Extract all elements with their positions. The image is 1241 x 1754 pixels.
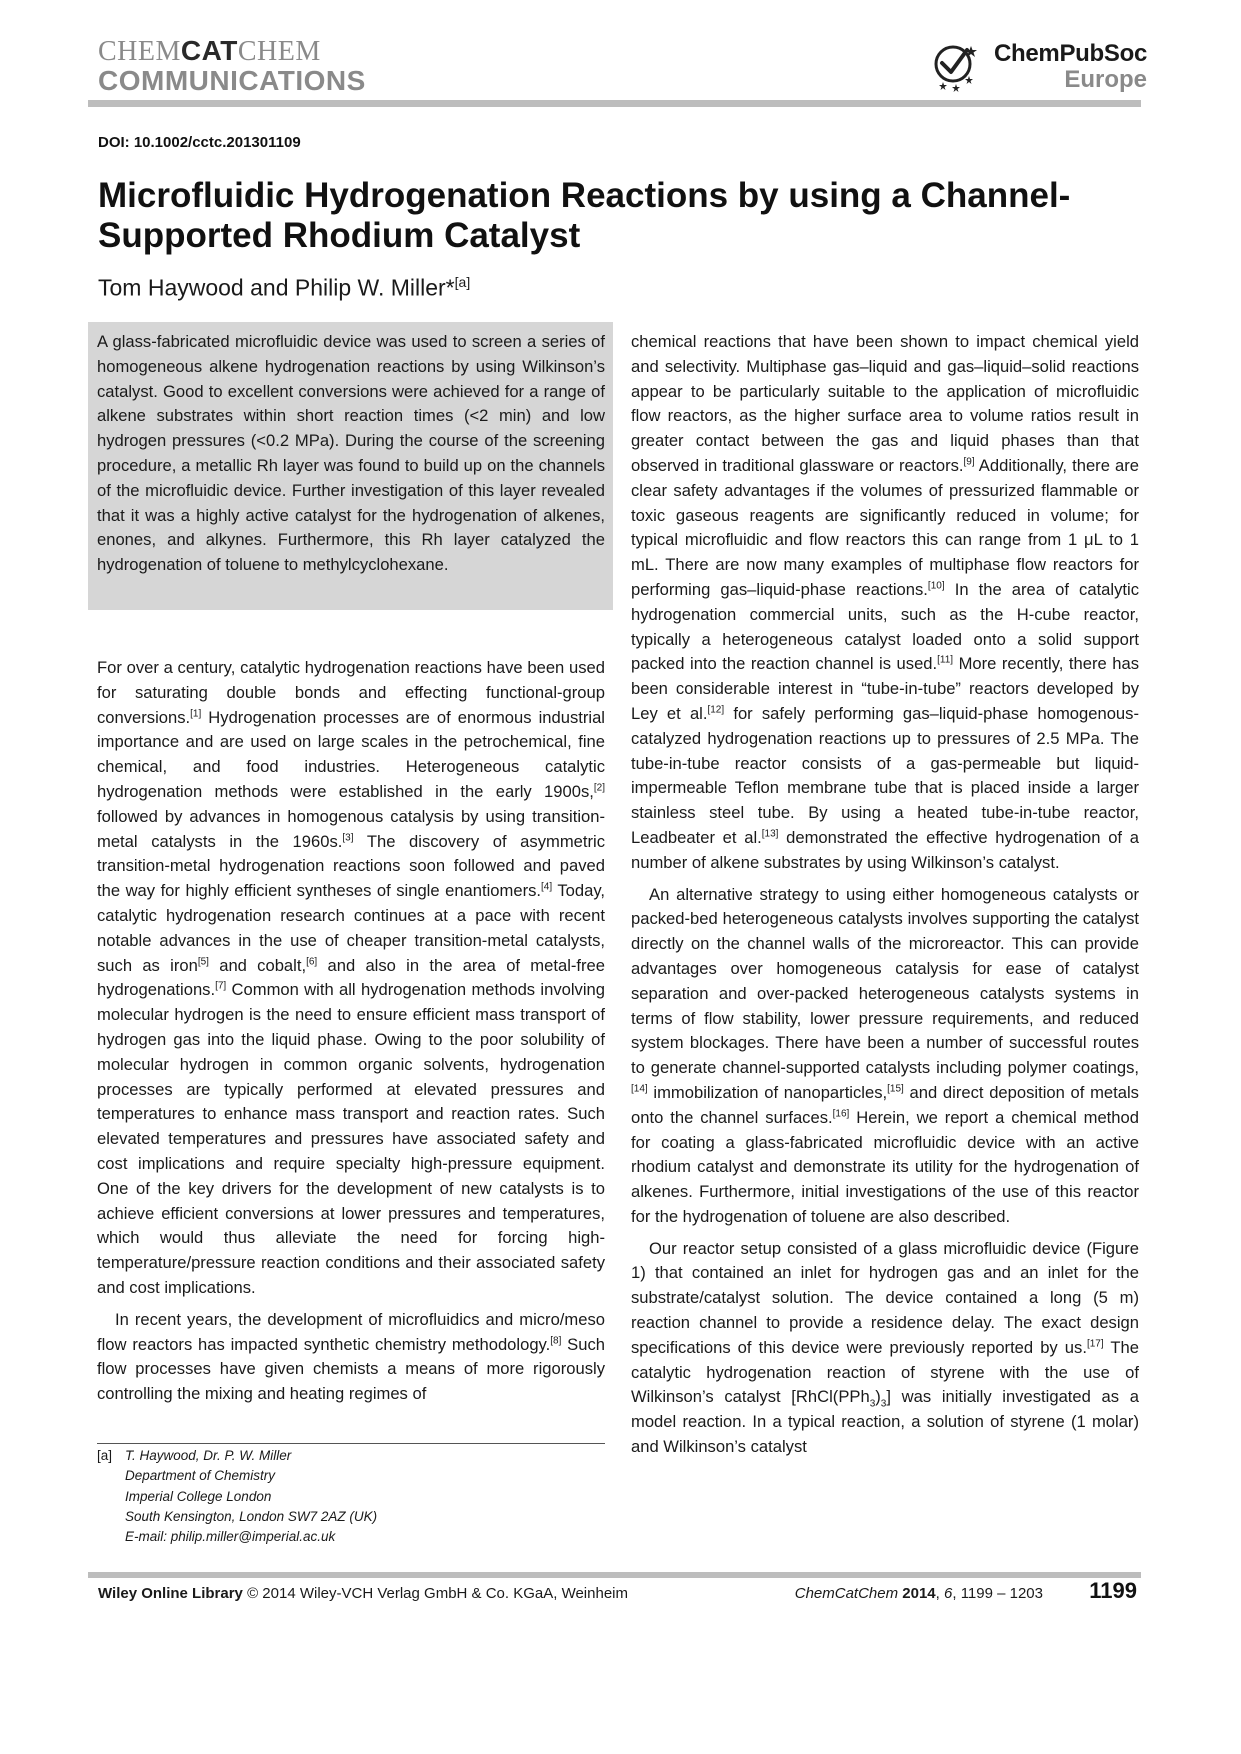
body-left-column bbox=[97, 656, 605, 1407]
reference-9[interactable]: [9] bbox=[963, 456, 975, 468]
reference-10[interactable]: [10] bbox=[927, 580, 945, 592]
wiley-online-library-link[interactable]: Wiley Online Library bbox=[98, 1585, 243, 1602]
article-title: Microfluidic Hydrogenation Reactions by using a Channel-Supported Rhodium Catalyst bbox=[98, 176, 1071, 255]
publisher-logo bbox=[927, 36, 1147, 98]
reference-13[interactable]: [13] bbox=[761, 828, 779, 840]
reference-14[interactable]: [14] bbox=[631, 1083, 648, 1095]
journal-name: CHEMCATCHEM bbox=[98, 35, 321, 67]
paragraph: In recent years, the development of microfluidics and micro/meso flow reactors has impacted synthetic chemistry methodology.[8] Such flow processes have given chemists a means of more rigorously controlling the mixing and heating regimes of bbox=[97, 1309, 606, 1404]
reference-7[interactable]: [7] bbox=[215, 980, 227, 992]
footer-divider bbox=[88, 1572, 1141, 1578]
reference-16[interactable]: [16] bbox=[832, 1108, 850, 1120]
footnote-line: South Kensington, London SW7 2AZ (UK) bbox=[125, 1508, 378, 1524]
reference-15[interactable]: [15] bbox=[887, 1083, 904, 1095]
reference-4[interactable]: [4] bbox=[541, 881, 553, 893]
reference-11[interactable]: [11] bbox=[937, 654, 954, 666]
footnote-line: Imperial College London bbox=[125, 1488, 272, 1504]
paragraph: Our reactor setup consisted of a glass microfluidic device (Figure 1) that contained an inlet for hydrogen gas and an inlet for the substrate/catalyst solution. The device contained a long (5 m) reaction channel to provide a residence delay. The exact design specifications of this device were previously reported by us.[17] The catalytic hydrogenation reaction of styrene with the use of Wilkinson’s catalyst $[RhCl(PPh_3)_3]$ was initially investigated as a model reaction. In a typical reaction, a solution of styrene (1 molar) and Wilkinson’s catalyst bbox=[631, 1238, 1140, 1457]
reference-6[interactable]: [6] bbox=[306, 956, 318, 968]
footer-citation: ChemCatChem 2014, 6, 1199 – 1203 bbox=[794, 1585, 1043, 1602]
journal-section: COMMUNICATIONS bbox=[98, 65, 366, 96]
publisher-emblem-icon bbox=[927, 36, 987, 98]
reference-2[interactable]: [2] bbox=[593, 782, 605, 794]
abstract: A glass-fabricated microfluidic device was used to screen a series of homogeneous alkene hydrogenation reactions by using Wilkinson’s catalyst. Good to excellent conversions were achieved for a range of alkene substrates within short reaction times (<2 min) and low hydrogen pressures (<0.2 MPa). During the course of the screening procedure, a metallic Rh layer was found to build up on the channels of the microfluidic device. Further investigation of this layer revealed that it was a highly active catalyst for the hydrogenation of alkenes, enones, and alkynes. Furthermore, this Rh layer catalyzed the hydrogenation of toluene to methylcyclohexane. bbox=[97, 332, 605, 575]
publisher-region: Europe bbox=[1064, 66, 1147, 93]
reference-17[interactable]: [17] bbox=[1086, 1338, 1104, 1350]
reference-1[interactable]: [1] bbox=[190, 708, 202, 720]
paragraph: An alternative strategy to using either homogeneous catalysts or packed-bed heterogeneous catalysts involves supporting the catalyst directly on the channel walls of the microreactor. This can provide advantages over homogeneous catalysis for ease of catalyst separation and over-packed heterogeneous catalysts systems in terms of flow stability, lower pressure requirements, and reduced system blockages. There have been a number of successful routes to generate channel-supported catalysts including polymer coatings,[14] immobilization of nanoparticles,[15] and direct deposition of metals onto the channel surfaces.[16] Herein, we report a chemical method for coating a glass-fabricated microfluidic device with an active rhodium catalyst and demonstrate its utility for the hydrogenation of alkenes. Furthermore, initial investigations of the use of this reactor for the hydrogenation of toluene are also described. bbox=[631, 884, 1139, 1226]
footnote-divider bbox=[97, 1443, 605, 1444]
reference-5[interactable]: [5] bbox=[197, 956, 209, 968]
footnote-line: T. Haywood, Dr. P. W. Miller bbox=[125, 1448, 292, 1463]
authors: Tom Haywood and Philip W. Miller*[a] bbox=[98, 274, 471, 301]
footnote-email[interactable]: E-mail: philip.miller@imperial.ac.uk bbox=[125, 1529, 336, 1545]
footnote-line: Department of Chemistry bbox=[125, 1468, 276, 1484]
doi[interactable]: DOI: 10.1002/cctc.201301109 bbox=[98, 134, 301, 151]
footnote-mark: [a] bbox=[97, 1448, 113, 1463]
affiliation-footnote bbox=[97, 1446, 605, 1547]
header-divider bbox=[88, 100, 1141, 107]
reference-3[interactable]: [3] bbox=[342, 832, 354, 844]
body-right-column bbox=[631, 330, 1139, 1460]
publisher-name: ChemPubSoc bbox=[993, 40, 1147, 67]
footer-copyright: Wiley Online Library © 2014 Wiley-VCH Verlag GmbH & Co. KGaA, Weinheim bbox=[98, 1585, 628, 1602]
affiliation-mark: [a] bbox=[454, 274, 471, 290]
page-number: 1199 bbox=[1089, 1578, 1137, 1603]
reference-8[interactable]: [8] bbox=[550, 1334, 562, 1346]
paragraph: chemical reactions that have been shown to impact chemical yield and selectivity. Multiphase gas–liquid and gas–liquid–solid reactions appear to be particularly suitable to the application of microfluidic flow reactors, as the higher surface area to volume ratios result in greater contact between the gas and liquid phases than that observed in traditional glassware or reactors.[9] Additionally, there are clear safety advantages if the volumes of pressurized flammable or toxic gaseous reagents are significantly reduced in volume; for typical microfluidic and flow reactors this can range from 1 μL to 1 mL. There are now many examples of multiphase flow reactors for performing gas–liquid-phase reactions.[10] In the area of catalytic hydrogenation commercial units, such as the H-cube reactor, typically a heterogeneous catalyst loaded onto a solid support packed into the reaction channel is used.[11] More recently, there has been considerable interest in “tube-in-tube” reactors developed by Ley et al.[12] for safely performing gas–liquid-phase homogenous-catalyzed hydrogenation reactions up to pressures of 2.5 MPa. The tube-in-tube reactor consists of a gas-permeable but liquid-impermeable Teflon membrane tube that is placed inside a larger stainless steel tube. By using a heated tube-in-tube reactor, Leadbeater et al.[13] demonstrated the effective hydrogenation of a number of alkene substrates by using Wilkinson’s catalyst. bbox=[631, 332, 1139, 872]
paragraph: For over a century, catalytic hydrogenation reactions have been used for saturating double bonds and effecting functional-group conversions.[1] Hydrogenation processes are of enormous industrial importance and are used on large scales in the petrochemical, fine chemical, and food industries. Heterogeneous catalytic hydrogenation methods were established in the early 1900s,[2] followed by advances in homogenous catalysis by using transition-metal catalysts in the 1960s.[3] The discovery of asymmetric transition-metal hydrogenation reactions soon followed and paved the way for highly efficient syntheses of single enantiomers.[4] Today, catalytic hydrogenation research continues at a pace with recent notable advances in the use of cheaper transition-metal catalysts, such as iron[5] and cobalt,[6] and also in the area of metal-free hydrogenations.[7] Common with all hydrogenation methods involving molecular hydrogen is the need to ensure efficient mass transport of hydrogen gas into the liquid phase. Owing to the poor solubility of molecular hydrogen in common organic solvents, hydrogenation processes are typically performed at elevated pressures and temperatures to enhance mass transport and reaction rates. Such elevated temperatures and pressures have associated safety and cost implications and require specialty high-pressure equipment. One of the key drivers for the development of new catalysts is to achieve efficient conversions at lower pressures and temperatures, which would thus alleviate the need for forcing high-temperature/pressure reaction conditions and their associated safety and cost implications. bbox=[97, 658, 606, 1297]
reference-12[interactable]: [12] bbox=[707, 704, 725, 716]
